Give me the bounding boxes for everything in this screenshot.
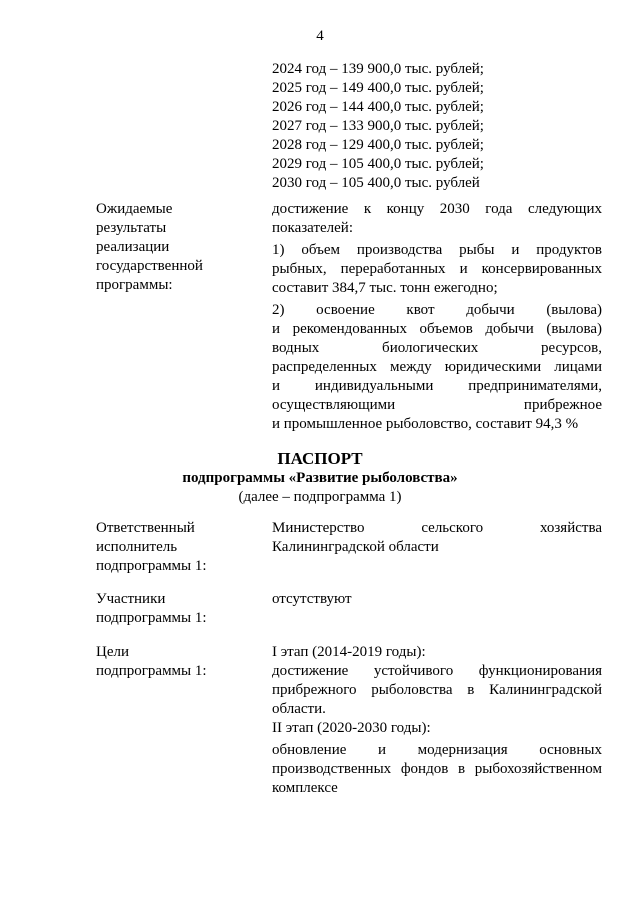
responsible-label (96, 519, 256, 576)
text-line: и промышленное рыболовство, составит 94,3 % (272, 416, 579, 432)
budget-line: 2028 год – 129 400,0 тыс. рублей; (272, 137, 484, 153)
label-line: программы: (96, 277, 173, 293)
text-line: Министерство сельского хозяйства (272, 520, 602, 536)
budget-line: 2029 год – 105 400,0 тыс. рублей; (272, 156, 484, 172)
label-line: Ожидаемые (96, 201, 173, 217)
page-number: 4 (316, 28, 324, 44)
label-line: Участники (96, 591, 166, 607)
text-line: показателей: (272, 220, 353, 236)
label-line: подпрограммы 1: (96, 610, 207, 626)
participants-text (272, 590, 602, 609)
text-line: Калининградской области (272, 539, 439, 555)
text-line: 1) объем производства рыбы и продуктов (272, 242, 602, 258)
goals-text (272, 643, 602, 798)
budget-line: 2025 год – 149 400,0 тыс. рублей; (272, 80, 484, 96)
budget-line: 2027 год – 133 900,0 тыс. рублей; (272, 118, 484, 134)
participants-label (96, 590, 256, 628)
passport-note: (далее – подпрограмма 1) (238, 489, 402, 505)
expected-results-text (272, 200, 602, 434)
passport-heading (0, 449, 640, 507)
label-line: исполнитель (96, 539, 178, 555)
text-line: производственных фондов в рыбохозяйственном (272, 761, 602, 777)
text-line: осуществляющими прибрежное (272, 397, 602, 413)
label-line: реализации (96, 239, 170, 255)
label-line: результаты (96, 220, 167, 236)
budget-line: 2030 год – 105 400,0 тыс. рублей (272, 175, 480, 191)
expected-results-label (96, 200, 256, 295)
goals-label (96, 643, 256, 681)
text-line: комплексе (272, 780, 338, 796)
text-line: и индивидуальными предпринимателями, (272, 378, 602, 394)
text-line: прибрежного рыболовства в Калининградской (272, 682, 602, 698)
text-line: 2) освоение квот добычи (вылова) (272, 302, 602, 318)
text-line: достижение устойчивого функционирования (272, 663, 602, 679)
label-line: подпрограммы 1: (96, 558, 207, 574)
budget-line: 2026 год – 144 400,0 тыс. рублей; (272, 99, 484, 115)
label-line: Цели (96, 644, 130, 660)
text-line: отсутствуют (272, 591, 352, 607)
text-line: II этап (2020-2030 годы): (272, 720, 431, 736)
text-line: рыбных, переработанных и консервированных (272, 261, 602, 277)
text-line: достижение к концу 2030 года следующих (272, 201, 602, 217)
text-line: обновление и модернизация основных (272, 742, 602, 758)
text-line: I этап (2014-2019 годы): (272, 644, 426, 660)
passport-subtitle: подпрограммы «Развитие рыболовства» (182, 470, 458, 486)
budget-line: 2024 год – 139 900,0 тыс. рублей; (272, 61, 484, 77)
passport-title: ПАСПОРТ (277, 449, 363, 468)
responsible-text (272, 519, 602, 557)
text-line: и рекомендованных объемов добычи (вылова) (272, 321, 602, 337)
label-line: Ответственный (96, 520, 195, 536)
text-line: составит 384,7 тыс. тонн ежегодно; (272, 280, 498, 296)
label-line: государственной (96, 258, 203, 274)
text-line: распределенных между юридическими лицами (272, 359, 602, 375)
text-line: водных биологических ресурсов, (272, 340, 602, 356)
text-line: области. (272, 701, 326, 717)
label-line: подпрограммы 1: (96, 663, 207, 679)
budget-list (272, 60, 602, 193)
